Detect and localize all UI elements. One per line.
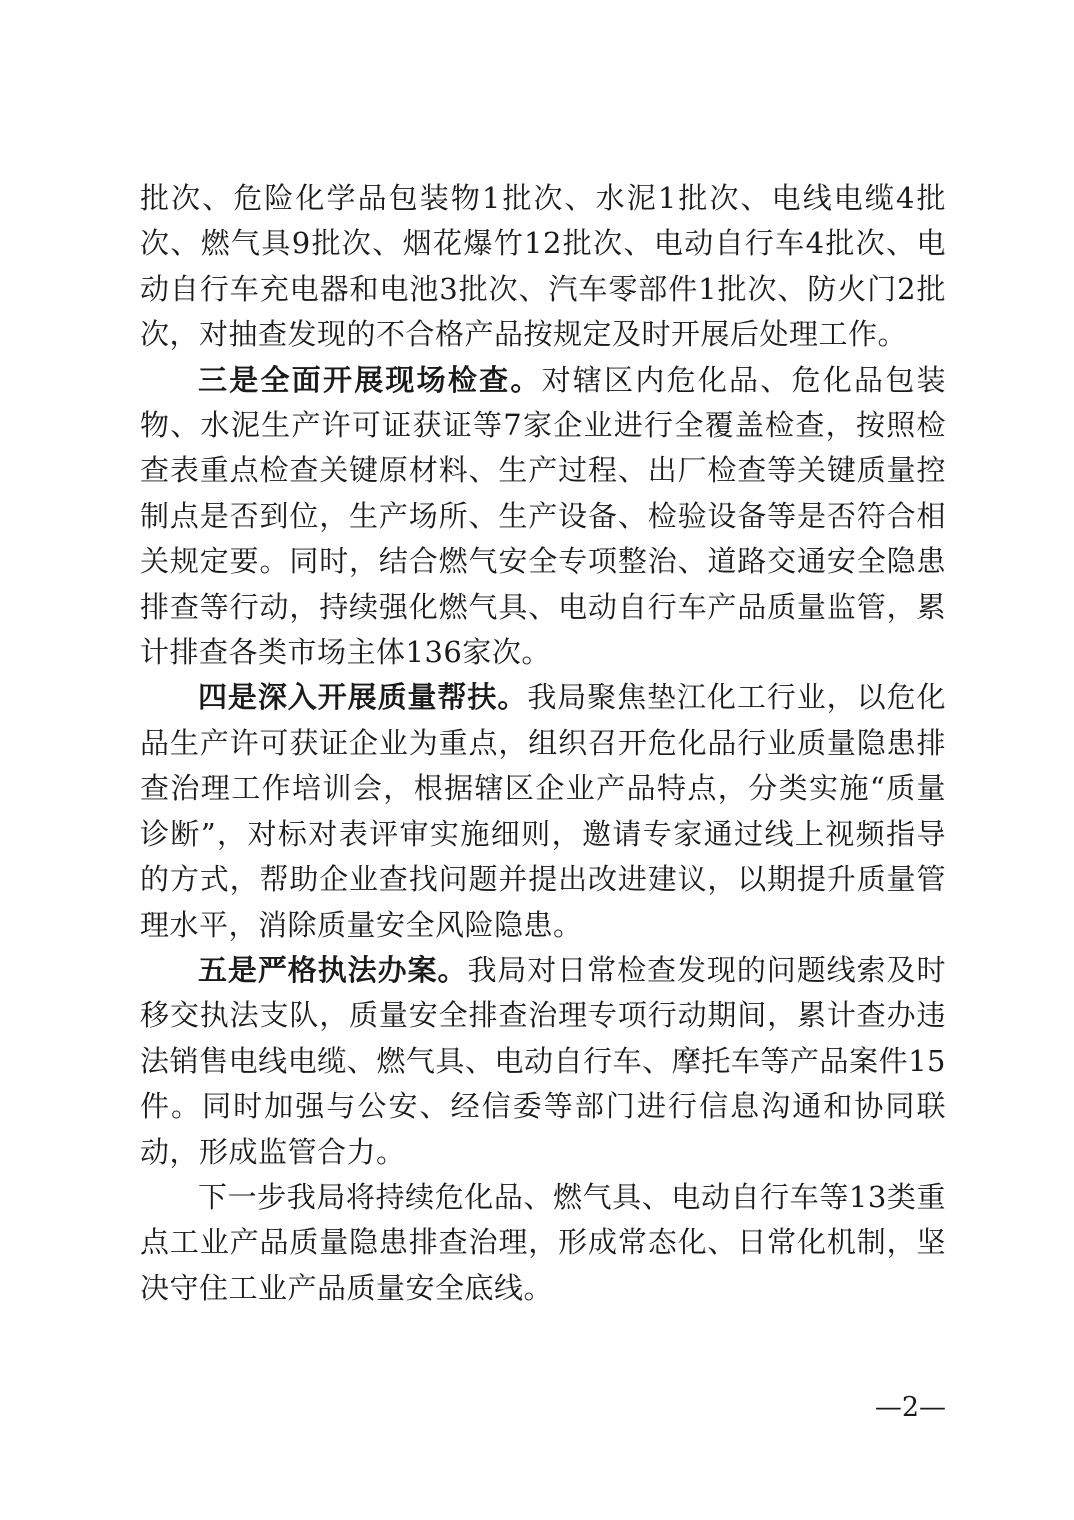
paragraph-lead-heading: 四是深入开展质量帮扶。: [198, 680, 528, 715]
paragraph-continued-batches: [140, 176, 946, 358]
paragraph-next-steps: [140, 1175, 946, 1311]
paragraph-text: 我局对日常检查发现的问题线索及时移交执法支队，质量安全排查治理专项行动期间，累计查办违法销售电线电缆、燃气具、电动自行车、摩托车等产品案件15件。同时加强与公安、经信委等部门进行信息沟通和协同联动，形成监管合力。: [140, 952, 946, 1169]
paragraph-text: 我局聚焦垫江化工行业，以危化品生产许可获证企业为重点，组织召开危化品行业质量隐患排查治理工作培训会，根据辖区企业产品特点，分类实施“质量诊断”，对标对表评审实施细则，邀请专家通过线上视频指导的方式，帮助企业查找问题并提出改进建议，以期提升质量管理水平，消除质量安全风险隐患。: [140, 680, 946, 942]
page-number: —2—: [874, 1392, 946, 1423]
paragraph-text: 对辖区内危化品、危化品包装物、水泥生产许可证获证等7家企业进行全覆盖检查，按照检查表重点检查关键原材料、生产过程、出厂检查等关键质量控制点是否到位，生产场所、生产设备、检验设备等是否符合相关规定要。同时，结合燃气安全专项整治、道路交通安全隐患排查等行动，持续强化燃气具、电动自行车产品质量监管，累计排查各类市场主体136家次。: [140, 362, 946, 670]
document-body: [140, 176, 946, 1311]
paragraph-quality-assistance: [140, 675, 946, 947]
paragraph-law-enforcement: [140, 948, 946, 1175]
paragraph-onsite-inspection: [140, 358, 946, 676]
paragraph-text: 批次、危险化学品包装物1批次、水泥1批次、电线电缆4批次、燃气具9批次、烟花爆竹12批次、电动自行车4批次、电动自行车充电器和电池3批次、汽车零部件1批次、防火门2批次，对抽查发现的不合格产品按规定及时开展后处理工作。: [140, 181, 946, 352]
paragraph-text: 下一步我局将持续危化品、燃气具、电动自行车等13类重点工业产品质量隐患排查治理，形成常态化、日常化机制，坚决守住工业产品质量安全底线。: [140, 1179, 946, 1305]
paragraph-lead-heading: 三是全面开展现场检查。: [198, 362, 542, 397]
paragraph-lead-heading: 五是严格执法办案。: [198, 952, 468, 987]
